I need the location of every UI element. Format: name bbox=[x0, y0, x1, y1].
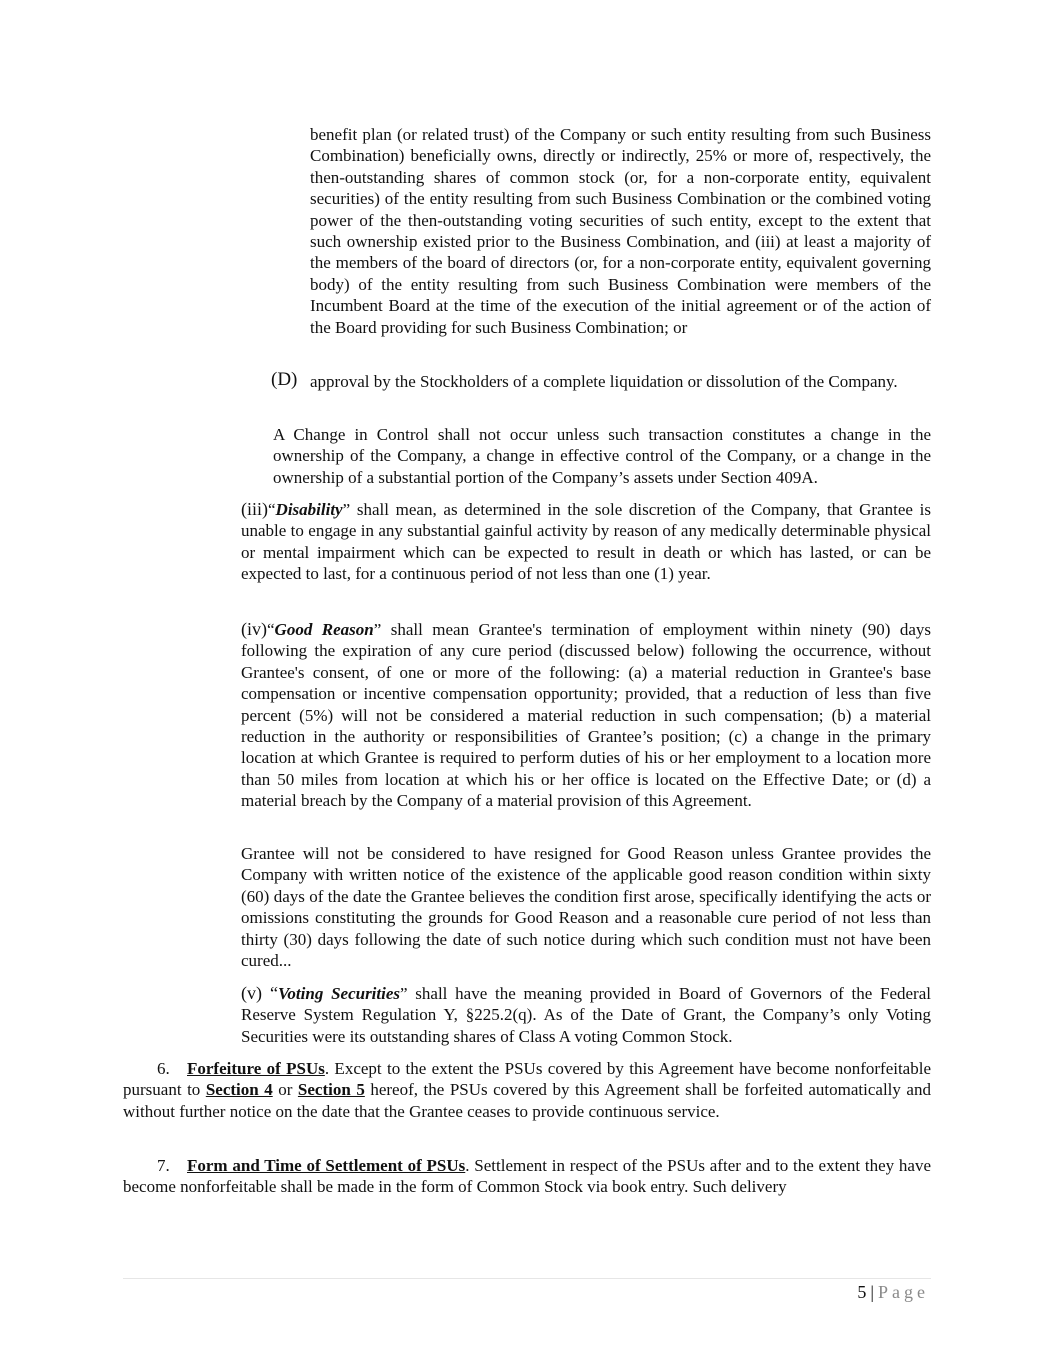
page-word: Page bbox=[878, 1282, 929, 1302]
section-7-text: . Settlement in respect of the PSUs after and to the extent they have become nonforfeitable shall be made in the form of Common Stock via book entry. Such delivery bbox=[123, 1156, 931, 1197]
clause-v-label: (v) “ bbox=[241, 983, 278, 1003]
term-good-reason: Good Reason bbox=[274, 620, 374, 639]
definition-voting-securities bbox=[241, 983, 931, 1047]
paragraph-business-combination-continued: benefit plan (or related trust) of the Company or such entity resulting from such Business Combination) beneficially owns, directly or indirectly, 25% or more of, respectively, the then-outstanding shares of common stock (or, for a non-corporate entity, equivalent securities) of the entity resulting from such Business Combination or the combined voting power of the then-outstanding voting securities of such entity, except to the extent that such ownership existed prior to the Business Combination, and (iii) at least a majority of the members of the board of directors (or, for a non-corporate entity, equivalent governing body) of the entity resulting from such Business Combination were members of the Incumbent Board at the time of the execution of the initial agreement or of the action of the Board providing for such Business Combination; or bbox=[310, 125, 931, 337]
paragraph-good-reason-notice: Grantee will not be considered to have resigned for Good Reason unless Grantee provides the Company with written notice of the existence of the applicable good reason condition within sixty (60) days of the date the Grantee believes the condition first arose, specifically identifying the acts or omissions constituting the grounds for Good Reason and a reasonable cure period of not less than thirty (30) days following the date of such notice during which such condition must not have been cured... bbox=[241, 844, 931, 971]
section-6-or: or bbox=[272, 1080, 298, 1100]
term-disability: Disability bbox=[275, 500, 343, 519]
section-4-reference: Section 4 bbox=[205, 1080, 273, 1100]
section-6-forfeiture bbox=[123, 1058, 931, 1122]
clause-d-label: (D) bbox=[271, 369, 298, 390]
section-5-reference: Section 5 bbox=[297, 1080, 365, 1100]
definition-voting-securities-text: ” shall have the meaning provided in Board of Governors of the Federal Reserve System Regulation Y, §225.2(q). As of the Date of Grant, the Company’s only Voting Securities were its outstanding shares of Class A voting Common Stock. bbox=[241, 984, 931, 1046]
section-6-number: 6. bbox=[157, 1059, 170, 1078]
open-quote: “ bbox=[268, 500, 276, 519]
section-7-title: Form and Time of Settlement of PSUs bbox=[187, 1156, 466, 1175]
clause-iv-label: (iv) bbox=[241, 619, 267, 639]
section-6-text-b: hereof, the PSUs covered by this Agreement shall be forfeited automatically and without further notice on the date that the Grantee ceases to provide continuous service. bbox=[123, 1080, 931, 1121]
definition-disability-text: ” shall mean, as determined in the sole discretion of the Company, that Grantee is unable to engage in any substantial gainful activity by reason of any medically determinable physical or mental impairment which can be expected to result in death or which has lasted, or can be expected to last, for a continuous period of not less than one (1) year. bbox=[241, 500, 931, 584]
section-7-number: 7. bbox=[157, 1156, 170, 1175]
footer-divider bbox=[123, 1278, 931, 1279]
term-voting-securities: Voting Securities bbox=[277, 984, 401, 1003]
section-6-title: Forfeiture of PSUs bbox=[187, 1059, 325, 1078]
definition-good-reason-text: ” shall mean Grantee's termination of employment within ninety (90) days following the expiration of any cure period (discussed below) following the occurrence, without Grantee's consent, of one or more of the following: (a) a material reduction in Grantee's base compensation or incentive compensation opportunity; provided, that a reduction of less than five percent (5%) will not be considered a material reduction in such compensation; (b) a material reduction in the authority or responsibilities of Grantee’s position; (c) a change in the primary location at which Grantee is required to perform duties of his or her employment to a location more than 50 miles from location at which his or her office is located on the Effective Date; or (d) a material breach by the Company of a material provision of this Agreement. bbox=[241, 620, 931, 811]
page-number: 5 bbox=[857, 1282, 867, 1302]
definition-disability bbox=[241, 499, 931, 585]
section-6-text-a: . Except to the extent the PSUs covered by this Agreement have become nonforfeitable pursuant to bbox=[123, 1059, 932, 1100]
footer-separator: | bbox=[870, 1282, 874, 1302]
open-quote: “ bbox=[267, 620, 275, 639]
section-7-settlement bbox=[123, 1155, 931, 1198]
paragraph-change-in-control: A Change in Control shall not occur unless such transaction constitutes a change in the ownership of the Company, a change in effective control of the Company, or a change in the ownership of a substantial portion of the Company’s assets under Section 409A. bbox=[273, 425, 931, 487]
clause-d-text: approval by the Stockholders of a complete liquidation or dissolution of the Company. bbox=[310, 372, 898, 391]
page-footer bbox=[857, 1282, 929, 1303]
definition-good-reason bbox=[241, 619, 931, 812]
clause-iii-label: (iii) bbox=[241, 499, 268, 519]
